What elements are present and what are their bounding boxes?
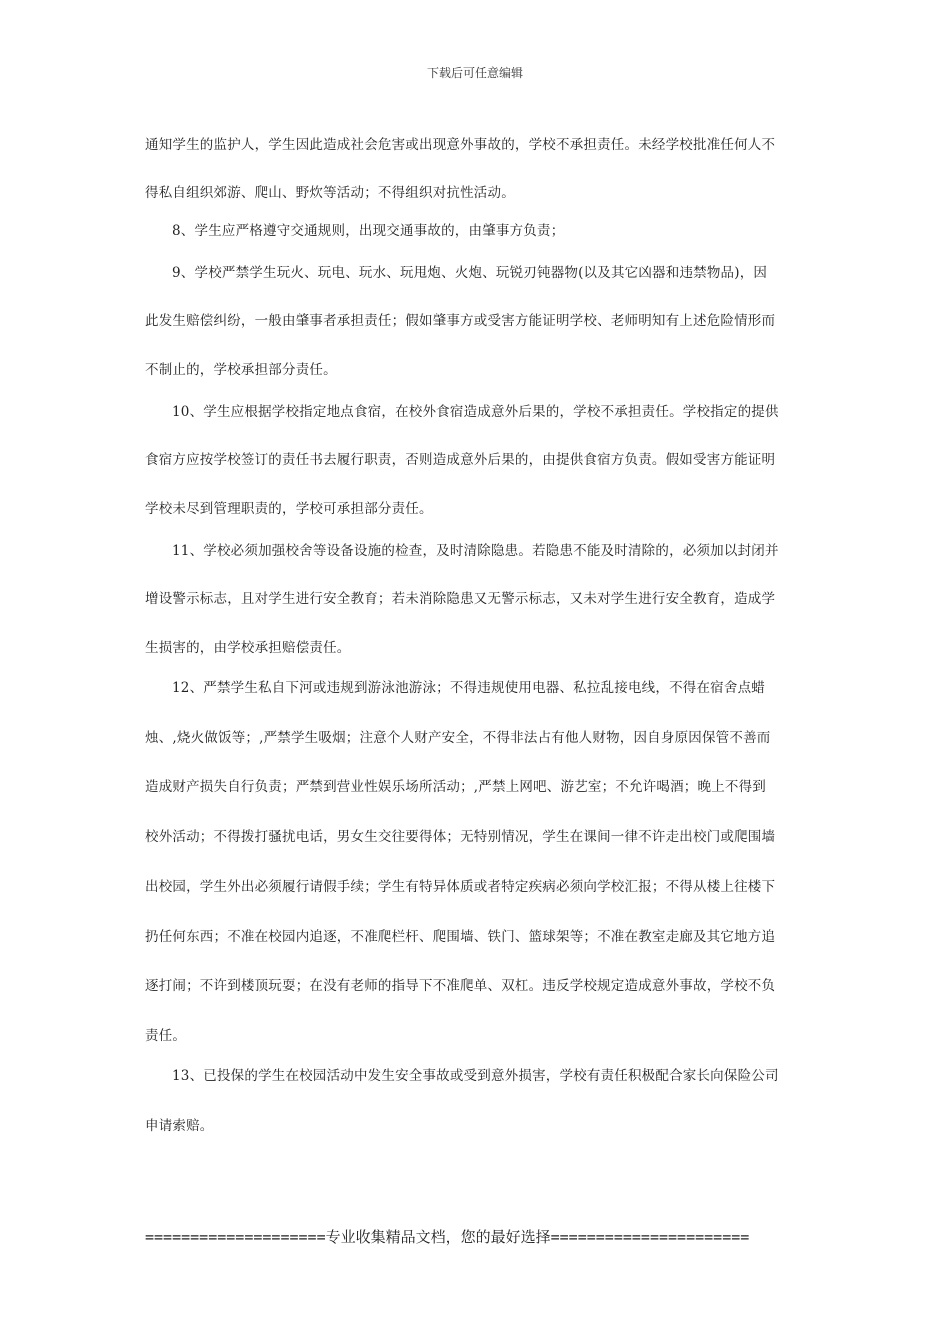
text-line: 生损害的，由学校承担赔偿责任。 bbox=[145, 640, 351, 656]
text-line: 逐打闹；不许到楼顶玩耍；在没有老师的指导下不准爬单、双杠。违反学校规定造成意外事故，学校不负 bbox=[145, 978, 776, 994]
text-line: 9、学校严禁学生玩火、玩电、玩水、玩甩炮、火炮、玩锐刃钝器物(以及其它凶器和违禁物品)，因 bbox=[172, 265, 768, 281]
text-line: 校外活动；不得拨打骚扰电话，男女生交往要得体；无特别情况，学生在课间一律不许走出校门或爬围墙 bbox=[145, 829, 776, 845]
text-line: 食宿方应按学校签订的责任书去履行职责，否则造成意外后果的，由提供食宿方负责。假如受害方能证明 bbox=[145, 452, 776, 468]
text-line: 通知学生的监护人，学生因此造成社会危害或出现意外事故的，学校不承担责任。未经学校批准任何人不 bbox=[145, 137, 776, 153]
text-line: 13、已投保的学生在校园活动中发生安全事故或受到意外损害，学校有责任积极配合家长向保险公司 bbox=[172, 1068, 779, 1084]
page-footer: ====================专业收集精品文档，您的最好选择====================== bbox=[145, 1228, 750, 1246]
text-line: 责任。 bbox=[145, 1028, 187, 1044]
text-line: 8、学生应严格遵守交通规则，出现交通事故的，由肇事方负责； bbox=[172, 223, 565, 239]
text-line: 增设警示标志，且对学生进行安全教育；若未消除隐患又无警示标志，又未对学生进行安全教育，造成学 bbox=[145, 591, 776, 607]
text-line: 出校园，学生外出必须履行请假手续；学生有特异体质或者特定疾病必须向学校汇报；不得从楼上往楼下 bbox=[145, 879, 776, 895]
text-line: 得私自组织郊游、爬山、野炊等活动；不得组织对抗性活动。 bbox=[145, 185, 515, 201]
text-line: 此发生赔偿纠纷，一般由肇事者承担责任；假如肇事方或受害方能证明学校、老师明知有上述危险情形而 bbox=[145, 313, 776, 329]
text-line: 申请索赔。 bbox=[145, 1118, 214, 1134]
text-line: 学校未尽到管理职责的，学校可承担部分责任。 bbox=[145, 501, 433, 517]
text-line: 12、严禁学生私自下河或违规到游泳池游泳；不得违规使用电器、私拉乱接电线，不得在宿舍点蜡 bbox=[172, 680, 765, 696]
text-line: 扔任何东西；不准在校园内追逐，不准爬栏杆、爬围墙、铁门、篮球架等；不准在教室走廊及其它地方追 bbox=[145, 929, 776, 945]
text-line: 烛、,烧火做饭等；,严禁学生吸烟；注意个人财产安全，不得非法占有他人财物，因自身原因保管不善而 bbox=[145, 730, 771, 746]
text-line: 10、学生应根据学校指定地点食宿，在校外食宿造成意外后果的，学校不承担责任。学校指定的提供 bbox=[172, 404, 779, 420]
text-line: 11、学校必须加强校舍等设备设施的检查，及时清除隐患。若隐患不能及时清除的，必须加以封闭并 bbox=[172, 543, 779, 559]
page-header: 下载后可任意编辑 bbox=[426, 66, 523, 80]
text-line: 不制止的，学校承担部分责任。 bbox=[145, 362, 337, 378]
text-line: 造成财产损失自行负责；严禁到营业性娱乐场所活动；,严禁上网吧、游艺室；不允许喝酒；晚上不得到 bbox=[145, 779, 766, 795]
